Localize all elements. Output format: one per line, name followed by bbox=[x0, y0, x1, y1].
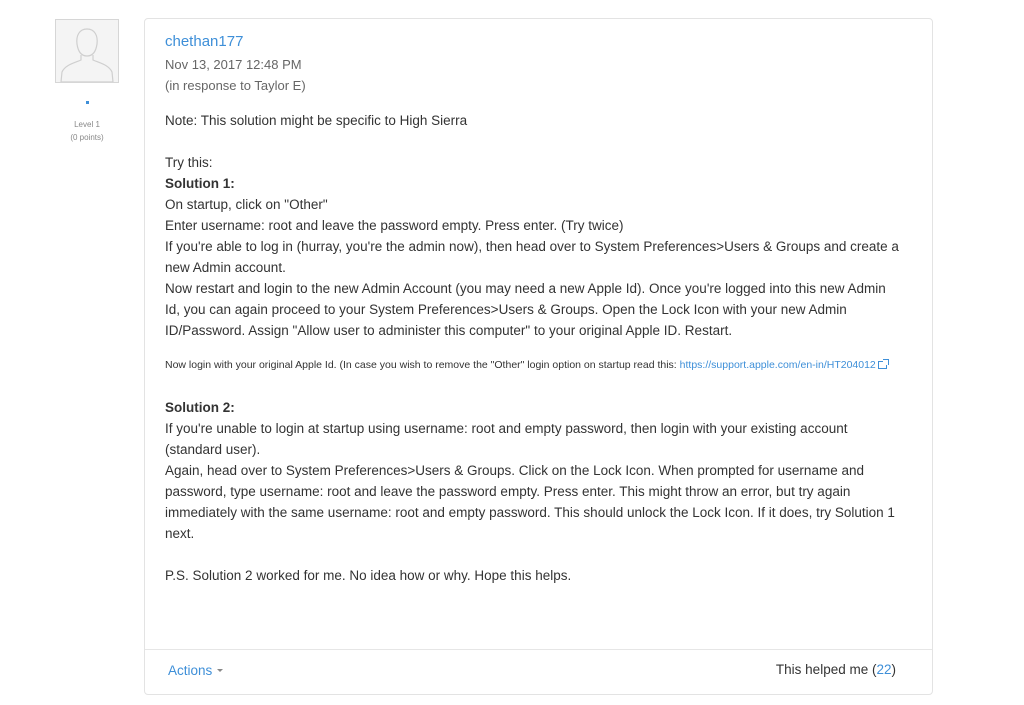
post-timestamp: Nov 13, 2017 12:48 PM bbox=[165, 57, 302, 72]
small-note bbox=[165, 355, 902, 376]
solution2-heading: Solution 2: bbox=[165, 400, 235, 415]
helped-label: This helped me ( bbox=[775, 662, 877, 677]
author-points: (0 points) bbox=[70, 133, 104, 142]
ps-text: P.S. Solution 2 worked for me. No idea how or why. Hope this helps. bbox=[165, 568, 572, 583]
external-link-icon bbox=[878, 361, 887, 369]
solution2-line: If you're unable to login at startup using username: root and empty password, then login with your existing account (standard user). bbox=[165, 421, 848, 457]
avatar[interactable] bbox=[55, 19, 119, 83]
author-level: Level 1 bbox=[74, 120, 100, 129]
support-link[interactable]: https://support.apple.com/en-in/HT204012 bbox=[679, 359, 876, 371]
solution2-line: Again, head over to System Preferences>Users & Groups. Click on the Lock Icon. When prompted for username and password, type username: root and leave the password empty. Press enter. This might throw an error, but try again immediately with the same username: root and empty password. This should unlock the Lock Icon. If it does, try Solution 1 next. bbox=[165, 463, 895, 541]
solution1-heading: Solution 1: bbox=[165, 176, 235, 191]
helped-count-link[interactable]: 22 bbox=[876, 662, 892, 677]
actions-dropdown[interactable] bbox=[168, 663, 223, 678]
rank-indicator bbox=[86, 101, 89, 104]
solution1-line: Enter username: root and leave the password empty. Press enter. (Try twice) bbox=[165, 218, 624, 233]
helped-me-counter bbox=[776, 662, 896, 677]
solution1-line: If you're able to log in (hurray, you're the admin now), then head over to System Preferences>Users & Groups and create a new Admin account. bbox=[165, 239, 899, 275]
reply-footer bbox=[145, 649, 932, 694]
default-user-silhouette-icon bbox=[56, 20, 118, 82]
reply-body bbox=[165, 32, 902, 586]
solution1-line: Now restart and login to the new Admin Account (you may need a new Apple Id). Once you're logged into this new Admin Id, you can again proceed to your System Preferences>Users & Groups. Open the Lock Icon with your new Admin ID/Password. Assign "Allow user to administer this computer" to your original Apple ID. Restart. bbox=[165, 281, 886, 338]
small-note-text: Now login with your original Apple Id. (In case you wish to remove the "Other" login option on startup read this: bbox=[165, 359, 680, 371]
in-response-to: (in response to Taylor E) bbox=[165, 78, 306, 93]
post-content bbox=[165, 110, 902, 586]
helped-close: ) bbox=[891, 662, 896, 677]
solution1-line: On startup, click on "Other" bbox=[165, 197, 328, 212]
reply-card bbox=[144, 18, 933, 695]
try-this-text: Try this: bbox=[165, 155, 213, 170]
author-column bbox=[55, 19, 119, 144]
note-text: Note: This solution might be specific to High Sierra bbox=[165, 113, 468, 128]
actions-label: Actions bbox=[168, 663, 213, 678]
author-username-link[interactable]: chethan177 bbox=[165, 33, 244, 50]
chevron-down-icon bbox=[217, 669, 223, 672]
